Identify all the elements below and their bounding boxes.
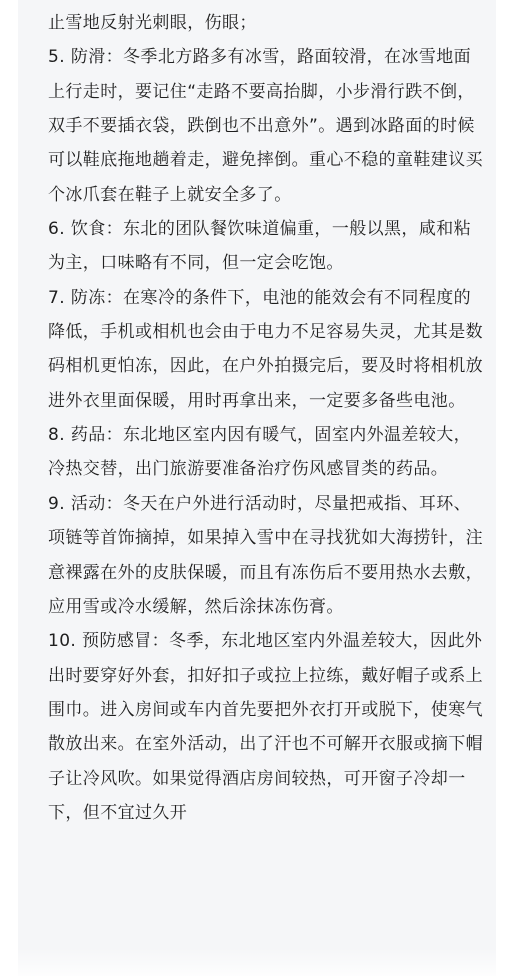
document-card bbox=[18, 0, 496, 976]
document-text: 止雪地反射光刺眼，伤眼； 5. 防滑：冬季北方路多有冰雪，路面较滑，在冰雪地面上行走时，要记住“走路不要高抬脚，小步滑行跌不倒，双手不要插衣袋，跌倒也不出意外”。遇到冰路面的时候可以鞋底拖地趟着走，避免摔倒。重心不稳的童鞋建议买个冰爪套在鞋子上就安全多了。 6. 饮食：东北的团队餐饮味道偏重，一般以黑，咸和粘为主，口味略有不同，但一定会吃饱。 7. 防冻：在寒冷的条件下，电池的能效会有不同程度的降低，手机或相机也会由于电力不足容易失灵，尤其是数码相机更怕冻，因此，在户外拍摄完后，要及时将相机放进外衣里面保暖，用时再拿出来，一定要多备些电池。 8. 药品：东北地区室内因有暖气，固室内外温差较大，冷热交替，出门旅游要准备治疗伤风感冒类的药品。 9. 活动：冬天在户外进行活动时，尽量把戒指、耳环、项链等首饰摘掉，如果掉入雪中在寻找犹如大海捞针，注意裸露在外的皮肤保暖，而且有冻伤后不要用热水去敷，应用雪或冷水缓解，然后涂抹冻伤膏。 10. 预防感冒：冬季，东北地区室内外温差较大，因此外出时要穿好外套，扣好扣子或拉上拉练，戴好帽子或系上围巾。进入房间或车内首先要把外衣打开或脱下，使寒气散放出来。在室外活动，出了汗也不可解开衣服或摘下帽子让冷风吹。如果觉得酒店房间较热，可开窗子冷却一下，但不宜过久开 bbox=[48, 13, 483, 823]
